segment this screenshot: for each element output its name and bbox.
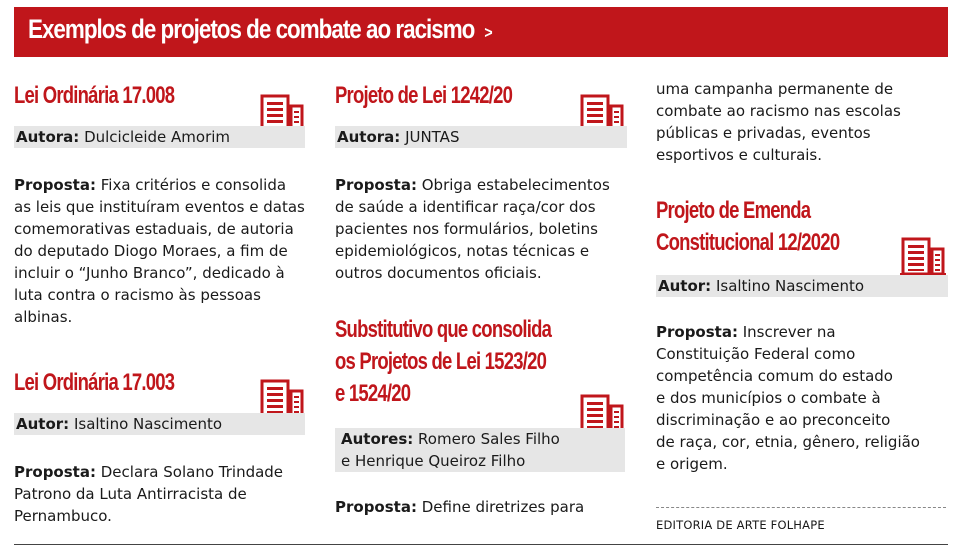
proposal-line: incluir o “Junho Branco”, dedicado à <box>14 264 285 282</box>
proposal-label: Proposta: <box>335 498 417 516</box>
project-title-line: e 1524/20 <box>335 380 411 407</box>
author-bar <box>335 126 627 148</box>
proposal-line: Inscrever na <box>742 323 836 341</box>
project-title <box>335 314 551 410</box>
project-title-line: Constitucional 12/2020 <box>656 229 840 256</box>
author-label: Autora: <box>16 128 80 146</box>
author-name: Isaltino Nascimento <box>73 415 223 433</box>
proposal-line: Constituição Federal como <box>656 345 856 363</box>
proposal-line: comemorativas estaduais, de autoria <box>14 220 294 238</box>
proposal-continuation <box>656 78 948 166</box>
project-title <box>656 195 839 259</box>
project-title <box>14 80 174 112</box>
author-name: Isaltino Nascimento <box>715 277 865 295</box>
project-title-line: os Projetos de Lei 1523/20 <box>335 348 547 375</box>
proposal-line: do deputado Diogo Moraes, a fim de <box>14 242 288 260</box>
proposal-line: Obriga estabelecimentos <box>421 176 610 194</box>
author-label: Autora: <box>337 128 401 146</box>
author-bar <box>14 126 305 148</box>
author-label: Autor: <box>658 277 712 295</box>
author-name: Dulcicleide Amorim <box>84 128 231 146</box>
project-title-line: Substitutivo que consolida <box>335 316 552 343</box>
proposal-label: Proposta: <box>14 176 96 194</box>
proposal-line: combate ao racismo nas escolas <box>656 102 901 120</box>
proposal-line: Fixa critérios e consolida <box>100 176 287 194</box>
project-title-line: Projeto de Lei 1242/20 <box>335 82 513 109</box>
author-label: Autor: <box>16 415 70 433</box>
author-bar <box>335 428 625 472</box>
author-label: Autores: <box>341 430 414 448</box>
project-title <box>335 80 512 112</box>
proposal-line: outros documentos oficiais. <box>335 264 542 282</box>
proposal-line: albinas. <box>14 308 73 326</box>
proposal-line: Pernambuco. <box>14 507 112 525</box>
proposal-line: de raça, cor, etnia, gênero, religião <box>656 433 920 451</box>
proposal-line: públicas e privadas, eventos <box>656 124 871 142</box>
project-title-line: Projeto de Emenda <box>656 197 811 224</box>
proposal-line: esportivos e culturais. <box>656 146 823 164</box>
proposal-label: Proposta: <box>656 323 738 341</box>
author-name: e Henrique Queiroz Filho <box>341 452 526 470</box>
proposal-line: e origem. <box>656 455 728 473</box>
project-title-line: Lei Ordinária 17.003 <box>14 369 175 396</box>
credit-text: EDITORIA DE ARTE FOLHAPE <box>656 518 825 532</box>
header-arrow: > <box>484 23 493 42</box>
proposal-label: Proposta: <box>14 463 96 481</box>
author-name: Romero Sales Filho <box>418 430 560 448</box>
proposal-line: epidemiológicos, notas técnicas e <box>335 242 590 260</box>
proposal-text <box>14 461 306 527</box>
proposal-line: pacientes nos formulários, boletins <box>335 220 598 238</box>
author-bar <box>14 413 305 435</box>
proposal-line: competência comum do estado <box>656 367 893 385</box>
proposal-text <box>656 321 948 475</box>
project-title <box>14 367 174 399</box>
proposal-line: luta contra o racismo às pessoas <box>14 286 261 304</box>
proposal-line: e dos municípios o combate à <box>656 389 881 407</box>
proposal-line: uma campanha permanente de <box>656 80 894 98</box>
author-name: JUNTAS <box>405 128 460 146</box>
proposal-label: Proposta: <box>335 176 417 194</box>
project-title-line: Lei Ordinária 17.008 <box>14 82 175 109</box>
proposal-text <box>14 174 306 328</box>
credit-divider <box>656 507 946 508</box>
proposal-line: Patrono da Luta Antirracista de <box>14 485 247 503</box>
proposal-line: Define diretrizes para <box>421 498 585 516</box>
bottom-divider <box>14 544 948 545</box>
header-title <box>28 14 493 45</box>
proposal-line: discriminação e ao preconceito <box>656 411 891 429</box>
document-icon <box>900 236 946 280</box>
proposal-text <box>335 174 627 284</box>
header-banner <box>14 7 948 57</box>
proposal-line: Declara Solano Trindade <box>100 463 284 481</box>
author-bar <box>656 275 948 297</box>
header-title-text: Exemplos de projetos de combate ao racismo <box>28 14 475 44</box>
proposal-line: as leis que instituíram eventos e datas <box>14 198 305 216</box>
proposal-line: de saúde a identificar raça/cor dos <box>335 198 596 216</box>
proposal-text <box>335 496 627 518</box>
